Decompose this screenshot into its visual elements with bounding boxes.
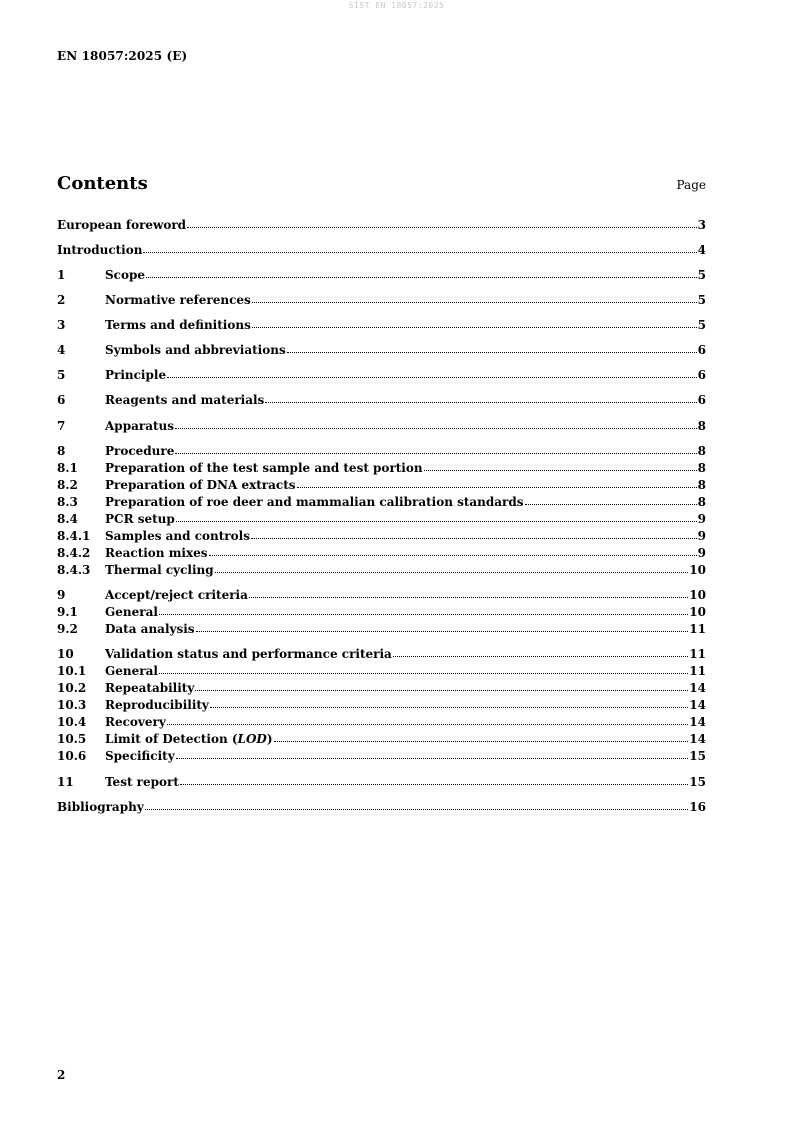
toc-entry-page: 11 (689, 622, 706, 636)
toc-entry-number: 8.3 (57, 495, 78, 509)
dot-leader (145, 809, 689, 810)
toc-entry-title: Thermal cycling (105, 563, 214, 577)
toc-entry-number: 8.4.1 (57, 529, 91, 543)
toc-entry[interactable] (57, 732, 706, 749)
toc-entry-title: Symbols and abbreviations (105, 343, 286, 357)
dot-leader (175, 453, 696, 454)
toc-entry-title: Reagents and materials (105, 393, 265, 407)
toc-entry-title: Reaction mixes (105, 546, 208, 560)
toc-entry-number: 8.2 (57, 478, 78, 492)
toc-entry-number: 2 (57, 293, 66, 307)
page-column-label: Page (676, 178, 706, 192)
dot-leader (249, 597, 688, 598)
toc-entry-page: 3 (697, 218, 706, 232)
toc-entry[interactable] (57, 268, 706, 285)
toc-entry-page: 5 (697, 318, 706, 332)
toc-entry-number: 6 (57, 393, 66, 407)
toc-entry[interactable] (57, 495, 706, 512)
dot-leader (195, 690, 688, 691)
toc-entry-number: 10 (57, 647, 74, 661)
dot-leader (297, 487, 697, 488)
dot-leader (159, 614, 688, 615)
document-id: EN 18057:2025 (E) (57, 49, 188, 63)
toc-entry-number: 5 (57, 368, 66, 382)
toc-entry-page: 5 (697, 293, 706, 307)
toc-entry-title: European foreword (57, 218, 187, 232)
toc-entry[interactable] (57, 368, 706, 385)
toc-entry-page: 9 (697, 512, 706, 526)
dot-leader (265, 402, 696, 403)
dot-leader (180, 784, 688, 785)
toc-entry[interactable] (57, 393, 706, 410)
toc-entry-title: Terms and definitions (105, 318, 251, 332)
dot-leader (215, 572, 689, 573)
toc-entry-page: 8 (697, 478, 706, 492)
dot-leader (159, 673, 688, 674)
toc-entry[interactable] (57, 647, 706, 664)
toc-entry[interactable] (57, 800, 706, 817)
dot-leader (187, 227, 697, 228)
dot-leader (146, 277, 697, 278)
toc-entry[interactable] (57, 622, 706, 639)
toc-entry[interactable] (57, 293, 706, 310)
dot-leader (287, 352, 697, 353)
toc-entry-number: 8 (57, 444, 66, 458)
toc-entry-page: 14 (689, 715, 706, 729)
toc-entry-title: Test report (105, 775, 179, 789)
toc-entry-page: 6 (697, 368, 706, 382)
toc-entry[interactable] (57, 715, 706, 732)
toc-entry-number: 3 (57, 318, 66, 332)
toc-entry-page: 11 (689, 647, 706, 661)
toc-entry[interactable] (57, 664, 706, 681)
toc-entry-title: Apparatus (105, 419, 174, 433)
toc-entry-title: Repeatability (105, 681, 195, 695)
toc-entry[interactable] (57, 419, 706, 436)
toc-entry[interactable] (57, 546, 706, 563)
toc-entry[interactable] (57, 243, 706, 260)
toc-entry[interactable] (57, 605, 706, 622)
toc-entry-page: 14 (689, 698, 706, 712)
toc-entry-number: 8.1 (57, 461, 78, 475)
dot-leader (393, 656, 689, 657)
toc-entry-number: 10.4 (57, 715, 87, 729)
toc-entry-page: 9 (697, 546, 706, 560)
toc-entry-title: Accept/reject criteria (105, 588, 248, 602)
dot-leader (210, 707, 688, 708)
toc-entry-page: 4 (697, 243, 706, 257)
dot-leader (176, 521, 697, 522)
toc-entry-number: 9 (57, 588, 66, 602)
toc-entry-title: Procedure (105, 444, 175, 458)
dot-leader (274, 741, 689, 742)
toc-entry[interactable] (57, 343, 706, 360)
dot-leader (175, 428, 697, 429)
toc-entry[interactable] (57, 563, 706, 580)
toc-entry-title: Specificity (105, 749, 175, 763)
toc-entry-number: 10.6 (57, 749, 87, 763)
page-number: 2 (57, 1068, 66, 1082)
toc-entry[interactable] (57, 775, 706, 792)
toc-entry-title: Validation status and performance criteria (105, 647, 392, 661)
toc-entry-title: General (105, 664, 158, 678)
toc-entry[interactable] (57, 461, 706, 478)
toc-entry-title: Bibliography (57, 800, 144, 814)
toc-entry-number: 4 (57, 343, 66, 357)
toc-entry-title: Samples and controls (105, 529, 250, 543)
dot-leader (252, 302, 697, 303)
contents-heading: Contents (57, 173, 148, 194)
toc-entry-page: 10 (689, 563, 706, 577)
toc-entry-page: 15 (689, 775, 706, 789)
toc-entry-page: 5 (697, 268, 706, 282)
toc-entry-title: Limit of Detection (LOD) (105, 732, 273, 746)
toc-entry-page: 10 (689, 588, 706, 602)
toc-entry-title: PCR setup (105, 512, 175, 526)
toc-entry-page: 9 (697, 529, 706, 543)
toc-entry-title: Data analysis (105, 622, 195, 636)
toc-entry-title: Preparation of the test sample and test portion (105, 461, 423, 475)
dot-leader (252, 327, 697, 328)
toc-entry[interactable] (57, 218, 706, 235)
toc-entry-number: 8.4.2 (57, 546, 91, 560)
toc-entry-page: 6 (697, 343, 706, 357)
dot-leader (209, 555, 697, 556)
toc-entry-number: 11 (57, 775, 74, 789)
dot-leader (196, 631, 689, 632)
dot-leader (167, 377, 697, 378)
toc-entry-number: 10.1 (57, 664, 87, 678)
toc-entry-number: 8.4.3 (57, 563, 91, 577)
dot-leader (525, 504, 697, 505)
toc-entry[interactable] (57, 529, 706, 546)
dot-leader (251, 538, 697, 539)
toc-entry[interactable] (57, 698, 706, 715)
toc-entry-title: Principle (105, 368, 167, 382)
toc-entry-number: 1 (57, 268, 66, 282)
dot-leader (143, 252, 696, 253)
toc-entry-title: Scope (105, 268, 146, 282)
toc-entry-number: 10.2 (57, 681, 87, 695)
toc-entry-number: 8.4 (57, 512, 78, 526)
toc-entry-page: 16 (689, 800, 706, 814)
toc-entry-page: 8 (697, 495, 706, 509)
toc-entry-number: 9.2 (57, 622, 78, 636)
toc-entry-title: Preparation of DNA extracts (105, 478, 296, 492)
toc-entry-number: 7 (57, 419, 66, 433)
toc-entry[interactable] (57, 681, 706, 698)
dot-leader (167, 724, 688, 725)
dot-leader (176, 758, 689, 759)
toc-entry-title: General (105, 605, 158, 619)
toc-entry-page: 8 (697, 461, 706, 475)
toc-entry[interactable] (57, 444, 706, 461)
watermark: SIST EN 18057:2025 (348, 1, 445, 10)
toc-entry-page: 8 (697, 419, 706, 433)
dot-leader (424, 470, 697, 471)
toc-entry[interactable] (57, 478, 706, 495)
toc-entry-number: 9.1 (57, 605, 78, 619)
toc-entry-page: 15 (689, 749, 706, 763)
toc-entry-title: Normative references (105, 293, 251, 307)
toc-entry-title: Reproducibility (105, 698, 209, 712)
toc-entry-number: 10.3 (57, 698, 87, 712)
toc-entry-page: 10 (689, 605, 706, 619)
toc-entry-title: Introduction (57, 243, 143, 257)
toc-entry-title: Preparation of roe deer and mammalian calibration standards (105, 495, 524, 509)
toc-entry-page: 14 (689, 732, 706, 746)
toc-entry-page: 11 (689, 664, 706, 678)
toc-entry-number: 10.5 (57, 732, 87, 746)
toc-entry-title: Recovery (105, 715, 166, 729)
toc-entry[interactable] (57, 318, 706, 335)
toc-entry[interactable] (57, 749, 706, 766)
toc-entry-page: 14 (689, 681, 706, 695)
toc-entry-page: 8 (697, 444, 706, 458)
toc-entry[interactable] (57, 512, 706, 529)
toc-entry[interactable] (57, 588, 706, 605)
toc-entry-page: 6 (697, 393, 706, 407)
